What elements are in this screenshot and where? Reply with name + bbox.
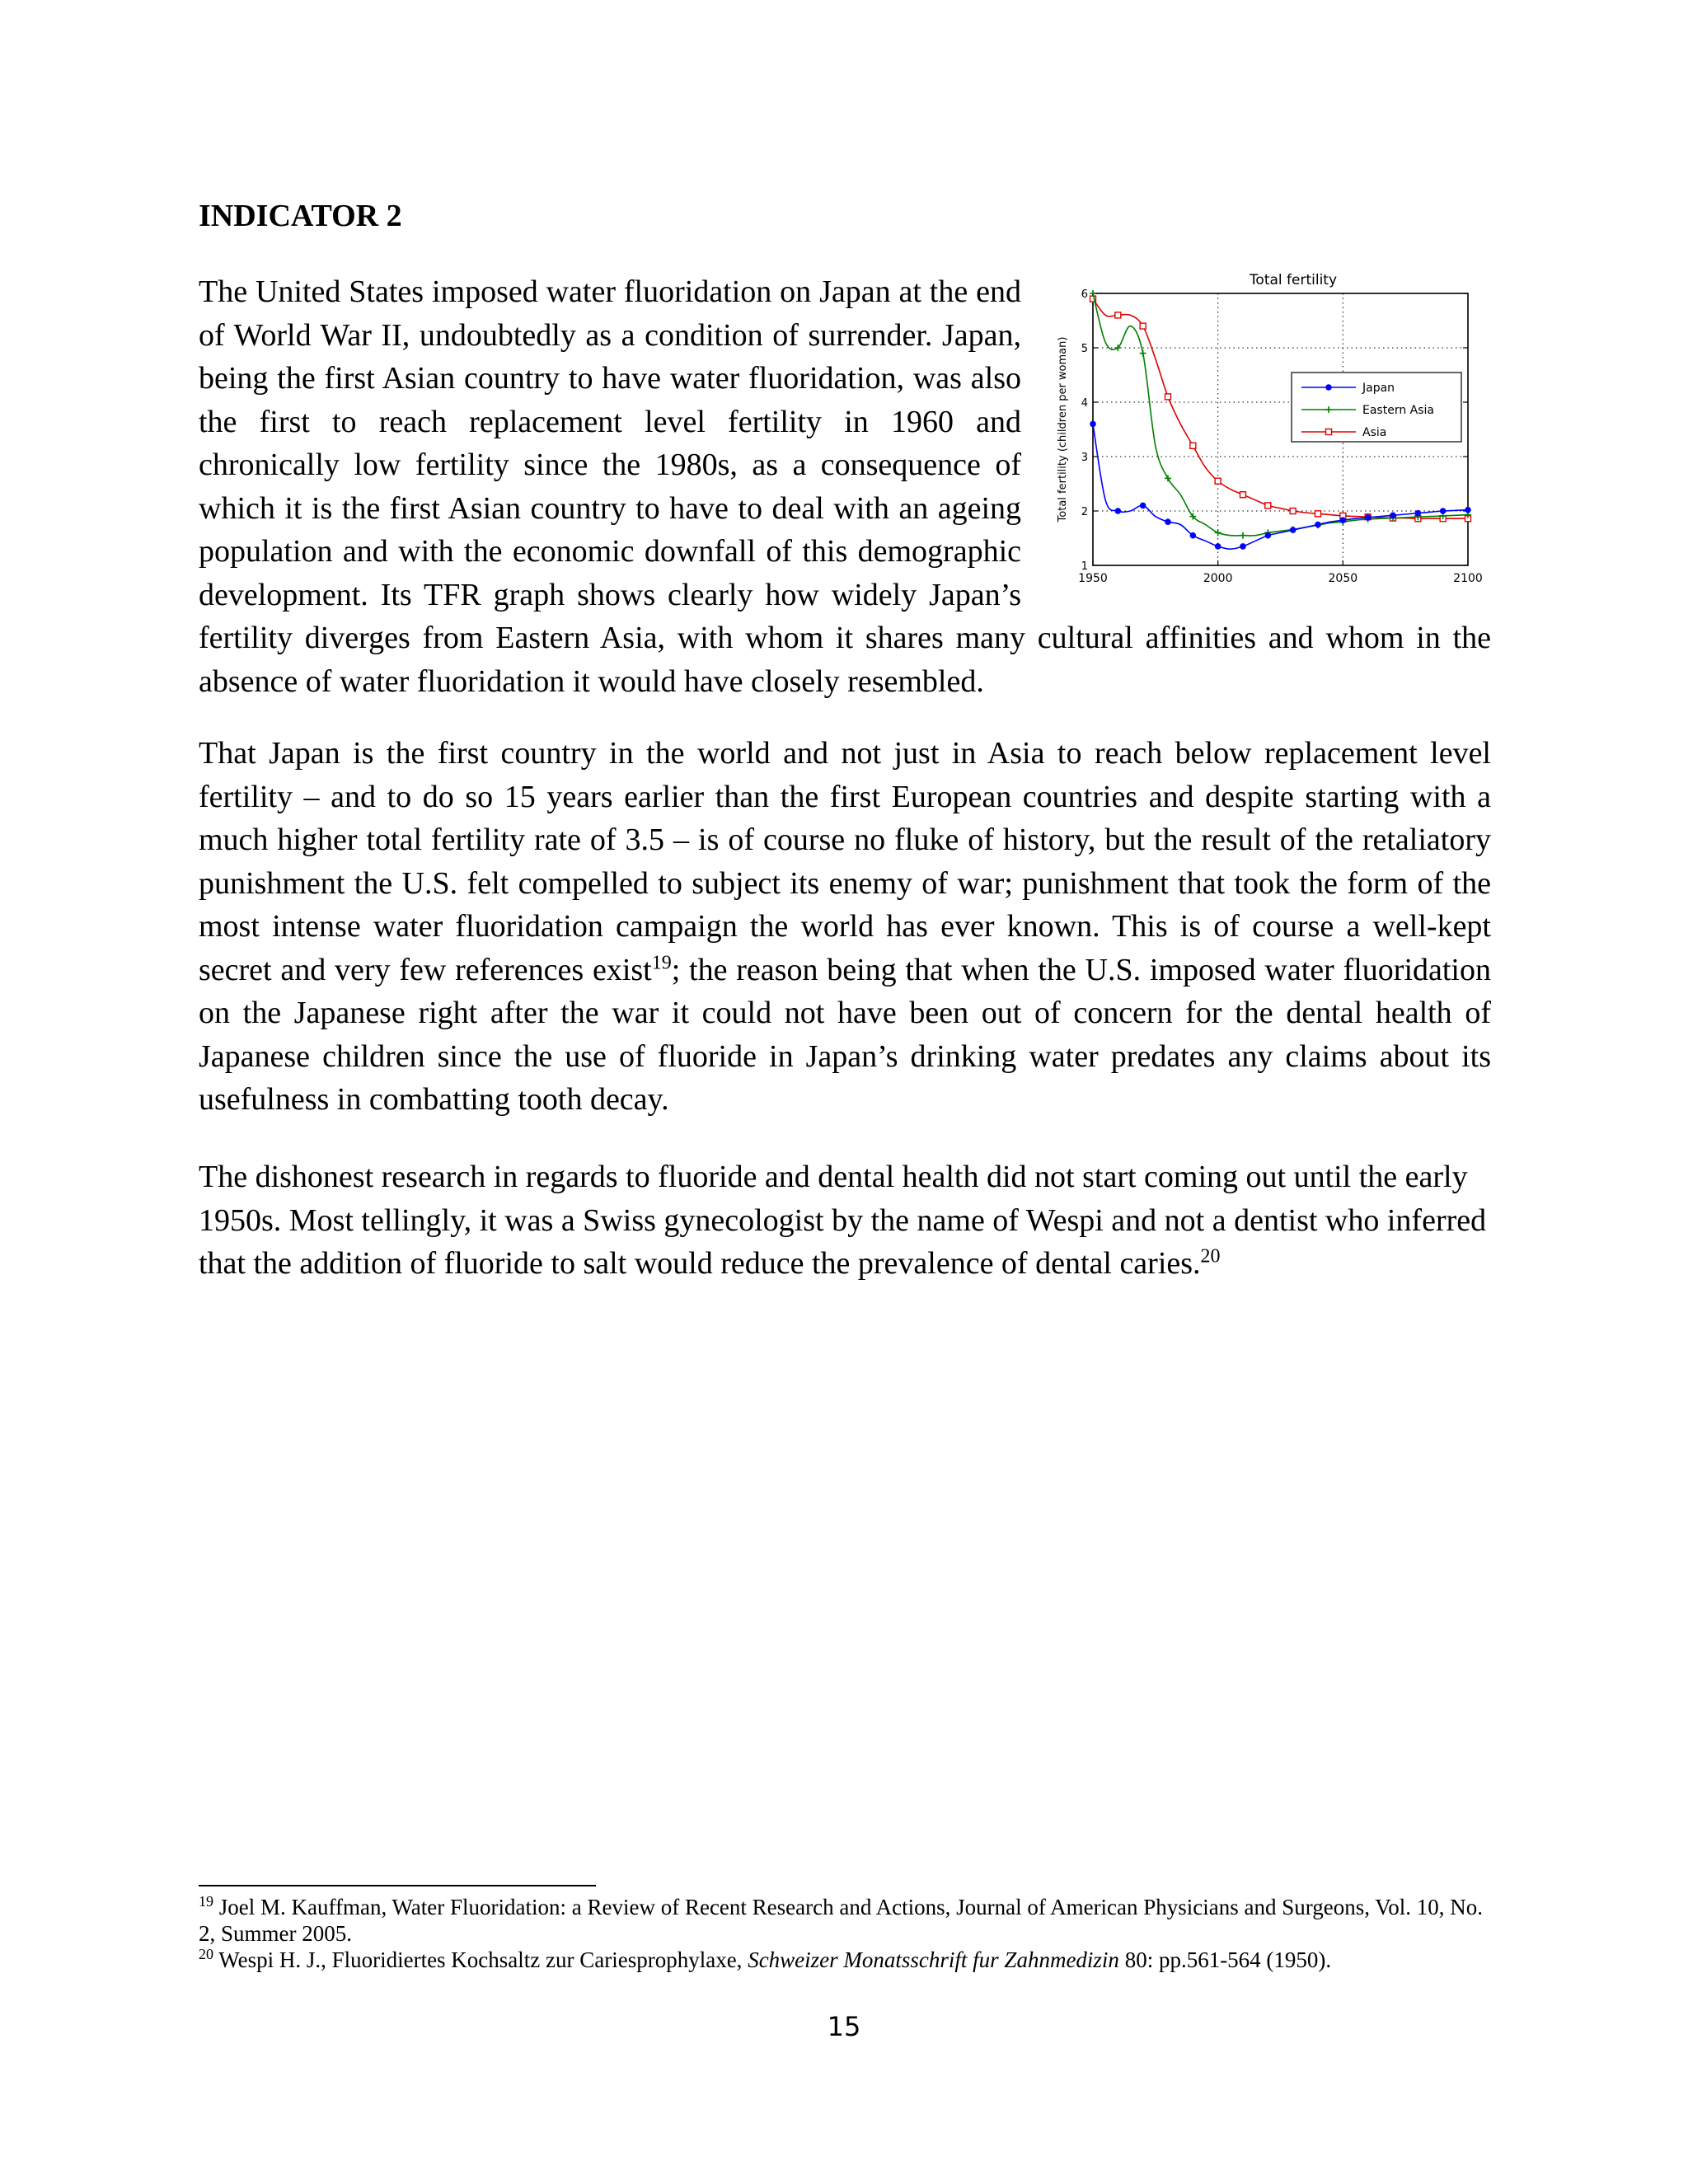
y-axis-label: Total fertility (children per woman) xyxy=(1057,336,1069,523)
footnote-19-number: 19 xyxy=(199,1893,213,1910)
data-point-japan xyxy=(1415,510,1421,516)
fertility-chart xyxy=(1054,270,1491,607)
data-point-japan xyxy=(1365,515,1371,521)
footnote-20-text-a: Wespi H. J., Fluoridiertes Kochsaltz zur Cariesprophylaxe, xyxy=(213,1947,748,1972)
data-point-japan xyxy=(1215,544,1221,550)
section-heading: INDICATOR 2 xyxy=(199,199,402,233)
y-tick-label: 6 xyxy=(1081,288,1088,301)
paragraph-1-text: The United States imposed water fluoridation on Japan at the end of World War II, undoubtedly as a condition of surrender. Japan, being the first Asian country to have water fluoridation, was also the first to reach replacement level fertility in 1960 and chronically low fertility since the 1980s, as a consequence of which it is the first Asian country to have to deal with an ageing population and with the economic downfall of this demographic development. Its TFR graph shows clearly how widely Japan’s fertility diverges from Eastern Asia, with whom it shares many cultural affinities and whom in the absence of water fluoridation it would have closely resembled. xyxy=(199,274,1491,699)
data-point-japan xyxy=(1290,527,1296,533)
legend-label-japan: Japan xyxy=(1362,382,1395,395)
data-point-asia xyxy=(1140,323,1146,329)
data-point-asia xyxy=(1265,503,1271,509)
data-point-japan xyxy=(1165,519,1171,525)
data-point-japan xyxy=(1390,513,1396,518)
data-point-asia xyxy=(1240,492,1246,498)
paragraph-3-text: The dishonest research in regards to fluoride and dental health did not start coming out until the early 1950s. Most tellingly, it was a Swiss gynecologist by the name of Wespi and not a dentist who inferred that the addition of fluoride to salt would reduce the prevalence of dental caries. xyxy=(199,1160,1487,1281)
data-point-japan xyxy=(1440,509,1446,514)
footnote-20 xyxy=(199,1947,1491,1973)
x-tick-label: 2050 xyxy=(1328,572,1358,585)
data-point-asia xyxy=(1165,394,1171,400)
y-tick-label: 5 xyxy=(1081,343,1088,355)
footnote-20-text-b: 80: pp.561-564 (1950). xyxy=(1118,1947,1332,1972)
y-tick-label: 1 xyxy=(1081,560,1088,573)
data-point-asia xyxy=(1215,478,1221,484)
data-point-japan xyxy=(1240,544,1246,550)
footnote-ref-20[interactable]: 20 xyxy=(1200,1245,1221,1268)
data-point-japan xyxy=(1140,503,1146,509)
data-point-japan xyxy=(1265,532,1271,538)
footnote-separator xyxy=(199,1885,596,1886)
paragraph-2-text-a: That Japan is the first country in the world and not just in Asia to reach below replacement level fertility – and to do so 15 years earlier than the first European countries and despite starting with a much higher total fertility rate of 3.5 – is of course no fluke of history, but the result of the retaliatory punishment the U.S. felt compelled to subject its enemy of war; punishment that took the form of the most intense water fluoridation campaign the world has ever known. This is of course a well-kept secret and very few references exist xyxy=(199,736,1491,987)
page-number: 15 xyxy=(827,2011,861,2042)
footnote-19-text: Joel M. Kauffman, Water Fluoridation: a Review of Recent Research and Actions, Journal of American Physicians and Surgeons, Vol. 10, No. 2, Summer 2005. xyxy=(199,1895,1484,1946)
y-tick-label: 2 xyxy=(1081,506,1088,518)
legend-label-asia: Asia xyxy=(1362,426,1387,439)
footnote-20-journal: Schweizer Monatsschrift fur Zahnmedizin xyxy=(748,1947,1119,1972)
paragraph-1 xyxy=(199,270,1491,703)
footnotes xyxy=(199,1894,1491,1973)
paragraph-2-text-b: ; the reason being that when the U.S. imposed water fluoridation on the Japanese right after the war it could not have been out of concern for the dental health of Japanese children since the use of fluoride in Japan’s drinking water predates any claims about its usefulness in combatting tooth decay. xyxy=(199,952,1491,1117)
data-point-japan xyxy=(1465,507,1471,513)
footnote-19 xyxy=(199,1894,1491,1947)
data-point-japan xyxy=(1115,509,1121,514)
data-point-asia xyxy=(1290,509,1296,514)
x-tick-label: 2100 xyxy=(1453,572,1483,585)
data-point-japan xyxy=(1315,522,1321,527)
y-tick-label: 4 xyxy=(1081,397,1088,410)
footnote-20-number: 20 xyxy=(199,1946,213,1962)
paragraph-2 xyxy=(199,732,1491,1122)
chart-title: Total fertility xyxy=(1249,272,1338,288)
data-point-japan xyxy=(1090,421,1096,427)
data-point-asia xyxy=(1315,511,1321,517)
chart-legend xyxy=(1292,373,1461,442)
x-tick-label: 1950 xyxy=(1078,572,1108,585)
data-point-asia xyxy=(1190,443,1196,448)
legend-marker-asia xyxy=(1326,429,1332,435)
legend-label-eastern-asia: Eastern Asia xyxy=(1362,404,1434,417)
y-tick-label: 3 xyxy=(1081,452,1088,464)
x-tick-label: 2000 xyxy=(1203,572,1233,585)
data-point-japan xyxy=(1340,518,1346,523)
data-point-asia xyxy=(1115,312,1121,318)
legend-marker-japan xyxy=(1326,385,1332,391)
data-point-japan xyxy=(1190,532,1196,538)
paragraph-3 xyxy=(199,1155,1491,1286)
footnote-ref-19[interactable]: 19 xyxy=(651,951,672,973)
